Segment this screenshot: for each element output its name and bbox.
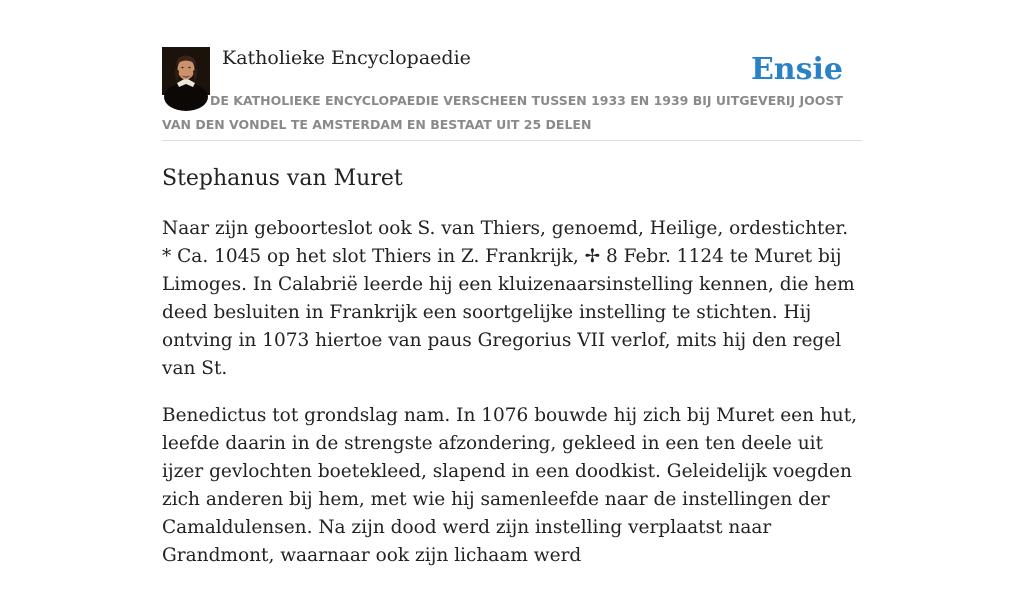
- article-paragraph: Benedictus tot grondslag nam. In 1076 bouwde hij zich bij Muret een hut, leefde daarin in de strengste afzondering, gekleed in een ten deele uit ijzer gevlochten boetekleed, slapend in een doodkist. Geleidelijk voegden zich anderen bij hem, met wie hij samenleefde naar de instellingen der Camaldulensen. Na zijn dood werd zijn instelling verplaatst naar Grandmont, waarnaar ook zijn lichaam werd: [162, 405, 858, 566]
- article-body: [162, 215, 862, 589]
- article-paragraph: Naar zijn geboorteslot ook S. van Thiers, genoemd, Heilige, ordestichter. * Ca. 1045 op het slot Thiers in Z. Frankrijk, ✢ 8 Febr. 1124 te Muret bij Limoges. In Calabrië leerde hij een kluizenaarsinstelling kennen, die hem deed besluiten in Frankrijk een soortgelijke instelling te stichten. Hij ontving in 1073 hiertoe van paus Gregorius VII verlof, mits hij den regel van St.: [162, 218, 855, 379]
- site-title[interactable]: Katholieke Encyclopaedie: [222, 47, 471, 69]
- brand-logo[interactable]: Ensie: [750, 52, 843, 87]
- site-header: [162, 46, 862, 141]
- portrait-avatar-icon-graphic: [162, 47, 210, 95]
- site-subtitle: DE KATHOLIEKE ENCYCLOPAEDIE VERSCHEEN TUSSEN 1933 EN 1939 BIJ UITGEVERIJ JOOST VAN DEN VONDEL TE AMSTERDAM EN BESTAAT UIT 25 DELEN: [162, 93, 843, 132]
- portrait-avatar-icon[interactable]: [162, 47, 210, 95]
- article-title: Stephanus van Muret: [162, 166, 403, 191]
